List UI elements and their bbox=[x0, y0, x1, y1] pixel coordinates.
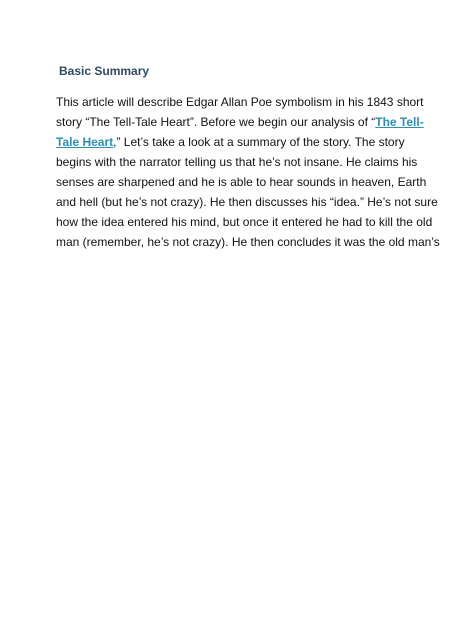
paragraph-line-2-text: story “The Tell-Tale Heart”. Before we begin our analysis of “ bbox=[56, 115, 376, 129]
paragraph-line-3-text: ,” Let’s take a look at a summary of the story. The story bbox=[113, 135, 405, 149]
article-paragraph bbox=[56, 92, 440, 252]
paragraph-line-4: begins with the narrator telling us that he’s not insane. He claims his bbox=[56, 155, 418, 169]
section-heading: Basic Summary bbox=[59, 64, 150, 78]
paragraph-line-2 bbox=[56, 112, 426, 132]
tell-tale-heart-link-part-1[interactable]: The Tell- bbox=[375, 115, 424, 129]
paragraph-line-5: senses are sharpened and he is able to hear sounds in heaven, Earth bbox=[56, 175, 427, 189]
paragraph-line-8: man (remember, he’s not crazy). He then concludes it was the old man’s bbox=[56, 235, 440, 249]
paragraph-line-1: This article will describe Edgar Allan Poe symbolism in his 1843 short bbox=[56, 95, 424, 109]
tell-tale-heart-link-part-2[interactable]: Tale Heart bbox=[56, 135, 114, 149]
paragraph-line-6: and hell (but he’s not crazy). He then discusses his “idea.” He’s not sure bbox=[56, 195, 438, 209]
paragraph-line-7: how the idea entered his mind, but once it entered he had to kill the old bbox=[56, 215, 433, 229]
paragraph-line-3 bbox=[56, 132, 426, 152]
